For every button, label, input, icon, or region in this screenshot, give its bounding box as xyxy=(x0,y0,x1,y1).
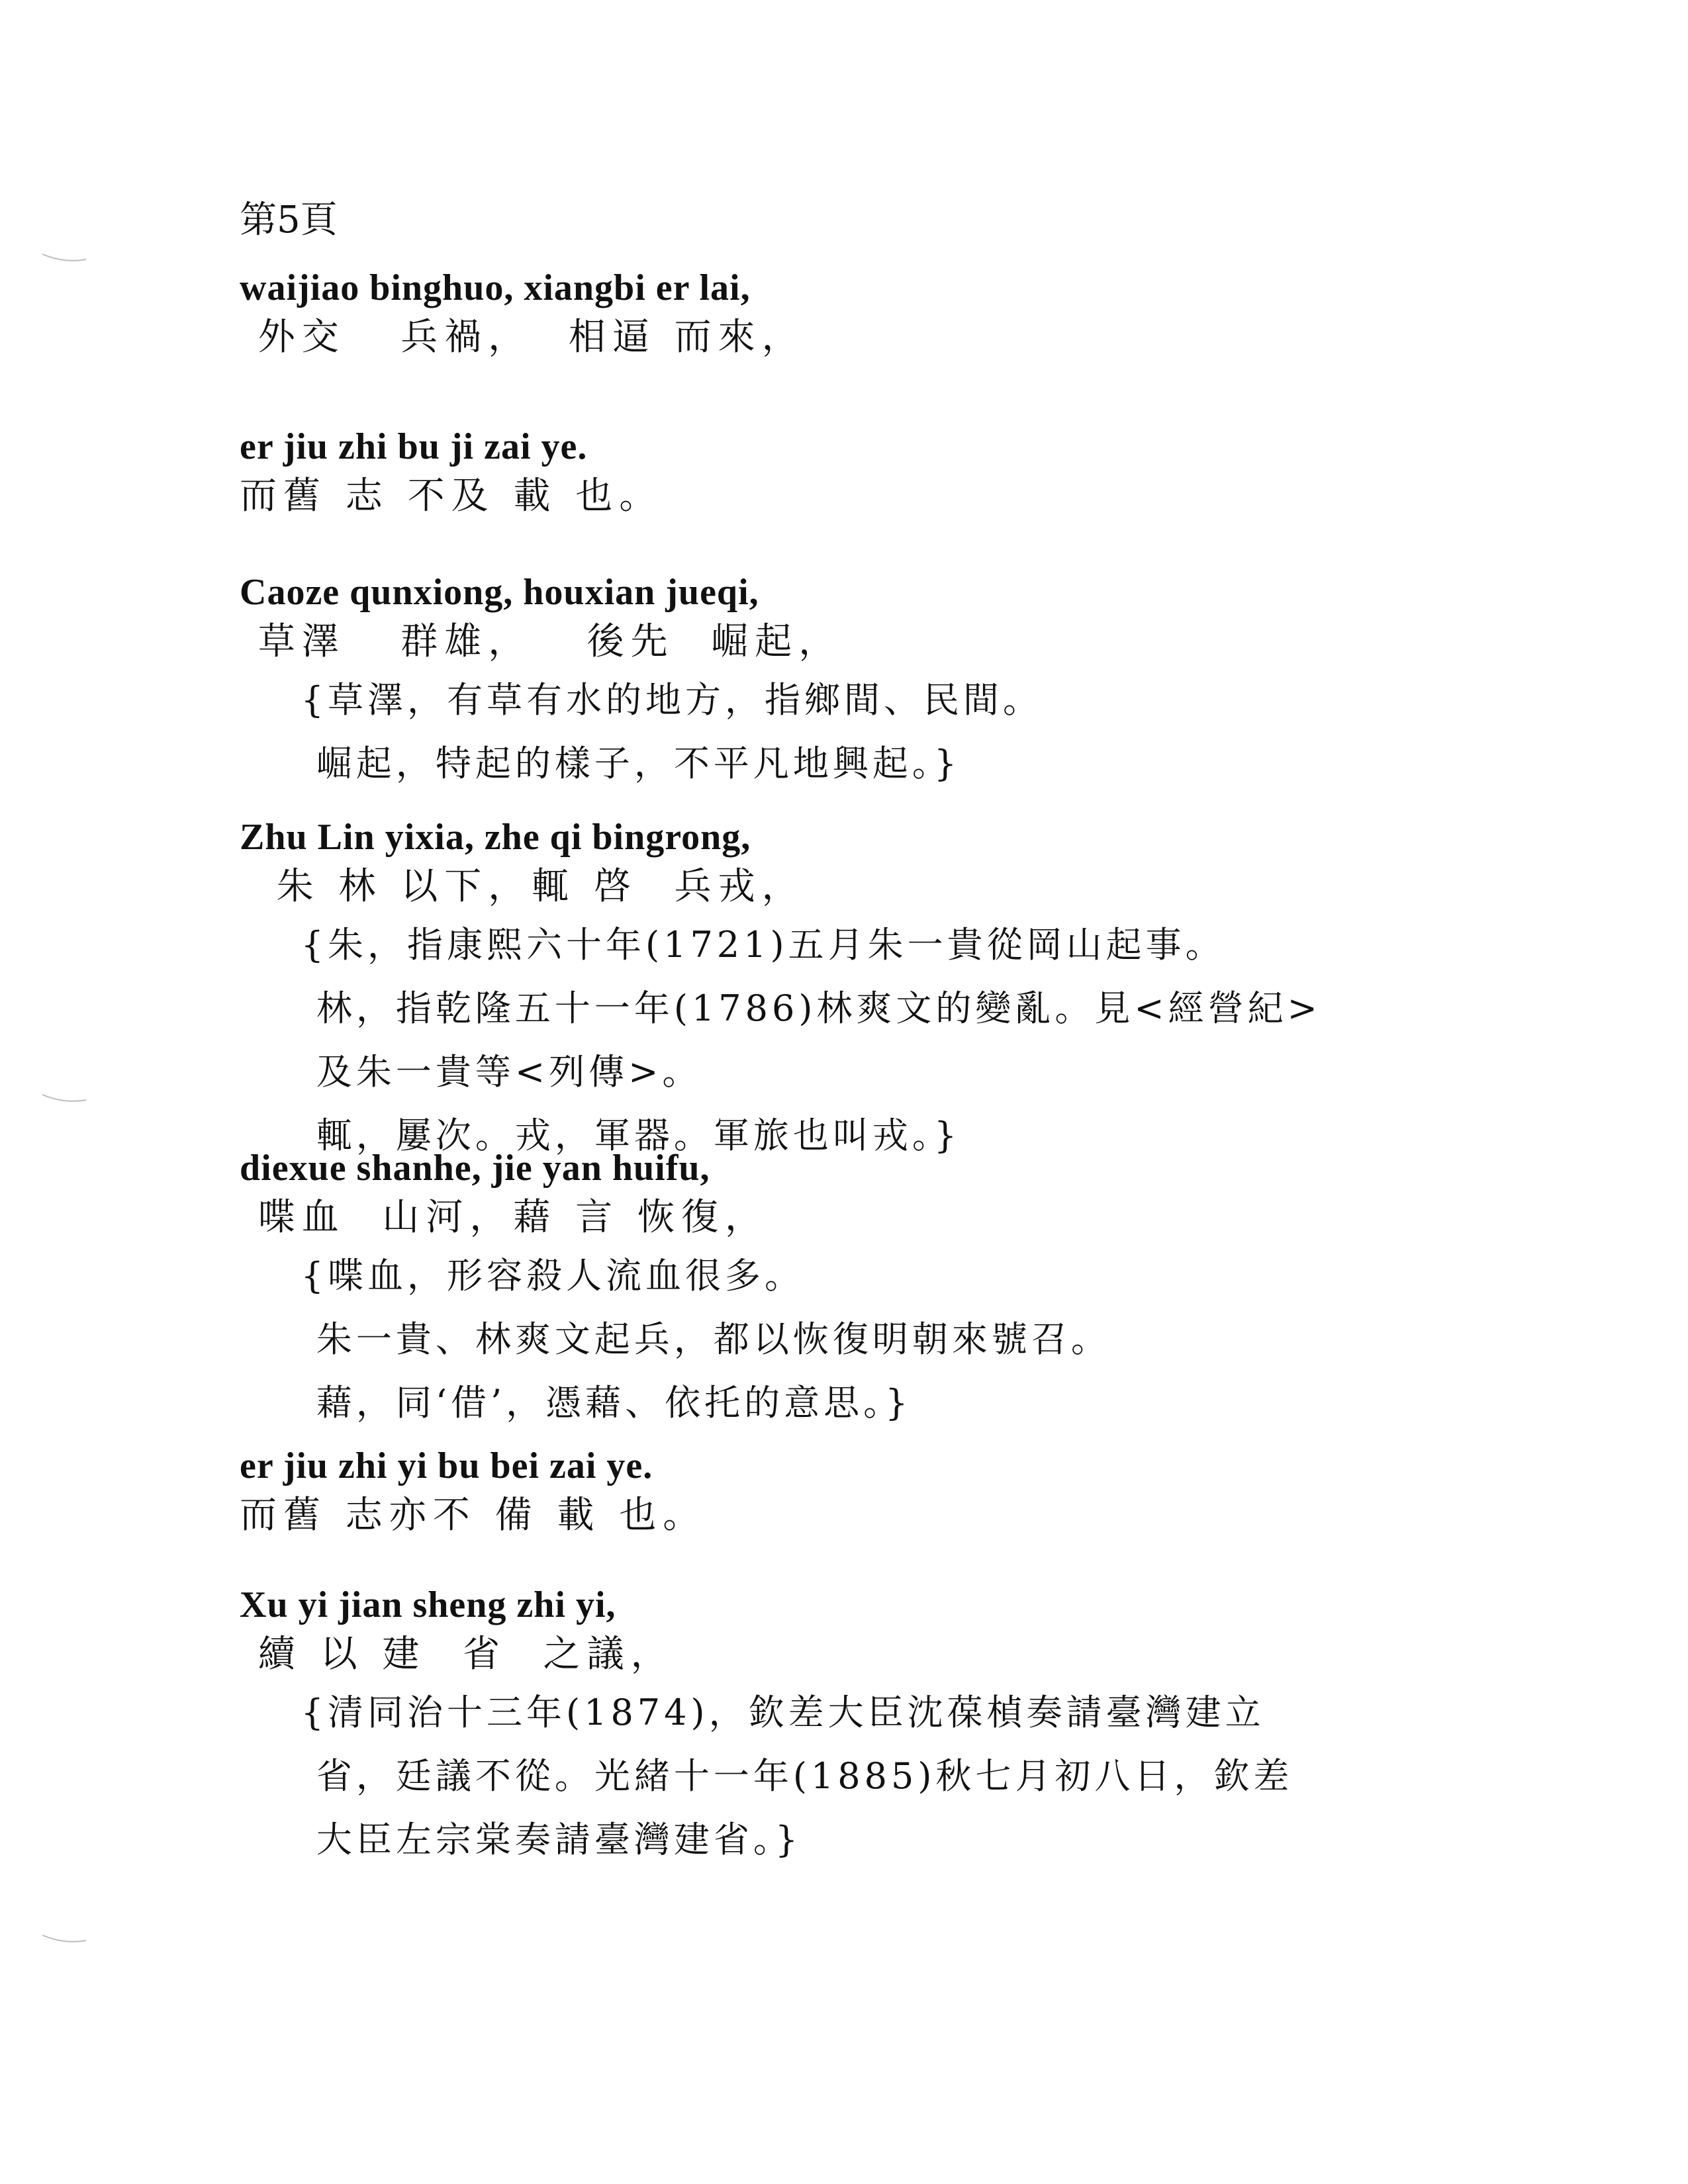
pinyin-line: er jiu zhi yi bu bei zai ye. xyxy=(240,1445,653,1486)
annotation-line: 藉，同‘借’，憑藉、依托的意思。} xyxy=(240,1382,912,1424)
hanzi-line: 而舊 志 不及 載 也。 xyxy=(240,475,663,518)
verse-block xyxy=(240,569,1530,796)
margin-mark xyxy=(41,1092,87,1105)
hanzi-line: 喋血 山河，藉 言 恢復， xyxy=(240,1196,769,1239)
pinyin-line: Zhu Lin yixia, zhe qi bingrong, xyxy=(240,817,751,858)
annotation-line: 崛起，特起的樣子，不平凡地興起。} xyxy=(240,743,961,784)
verse-block xyxy=(240,424,1530,523)
verse-block xyxy=(240,1582,1530,1872)
annotation-line: {清同治十三年(1874)，欽差大臣沈葆楨奏請臺灣建立 xyxy=(240,1692,1265,1733)
verse-block xyxy=(240,814,1530,1167)
annotation-line: 林，指乾隆五十一年(1786)林爽文的變亂。見<經營紀> xyxy=(240,987,1321,1029)
verse-block xyxy=(240,265,1530,364)
annotation-line: 省，廷議不從。光緒十一年(1885)秋七月初八日，欽差 xyxy=(240,1755,1293,1797)
verse-block xyxy=(240,1443,1530,1542)
annotation-line: {朱，指康熙六十年(1721)五月朱一貴從岡山起事。 xyxy=(240,924,1225,966)
pinyin-line: er jiu zhi bu ji zai ye. xyxy=(240,426,588,467)
annotation-line: 大臣左宗棠奏請臺灣建省。} xyxy=(240,1819,802,1860)
annotation-line: 及朱一貴等<列傳>。 xyxy=(240,1051,702,1093)
hanzi-line: 續 以 建 省 之議， xyxy=(240,1633,675,1676)
pinyin-line: Xu yi jian sheng zhi yi, xyxy=(240,1584,616,1625)
annotation-line: {草澤，有草有水的地方，指鄉間、民間。 xyxy=(240,679,1043,721)
hanzi-line: 草澤 群雄， 後先 崛起， xyxy=(240,620,843,663)
margin-mark xyxy=(41,251,87,265)
verse-block xyxy=(240,1145,1530,1435)
annotation-line: {喋血，形容殺人流血很多。 xyxy=(240,1255,805,1297)
pinyin-line: diexue shanhe, jie yan huifu, xyxy=(240,1148,710,1189)
hanzi-line: 而舊 志亦不 備 載 也。 xyxy=(240,1494,707,1537)
annotation-line: 朱一貴、林爽文起兵，都以恢復明朝來號召。 xyxy=(240,1318,1111,1360)
pinyin-line: waijiao binghuo, xiangbi er lai, xyxy=(240,267,751,308)
annotation-line: 輒，屢次。戎，軍器。軍旅也叫戎。} xyxy=(240,1115,961,1156)
hanzi-line: 朱 林 以下，輒 啓 兵戎， xyxy=(240,865,806,908)
pinyin-line: Caoze qunxiong, houxian jueqi, xyxy=(240,572,759,613)
margin-mark xyxy=(41,1933,87,1946)
page-number-header: 第5頁 xyxy=(240,199,338,242)
hanzi-line: 外交 兵禍， 相逼 而來， xyxy=(240,316,806,359)
